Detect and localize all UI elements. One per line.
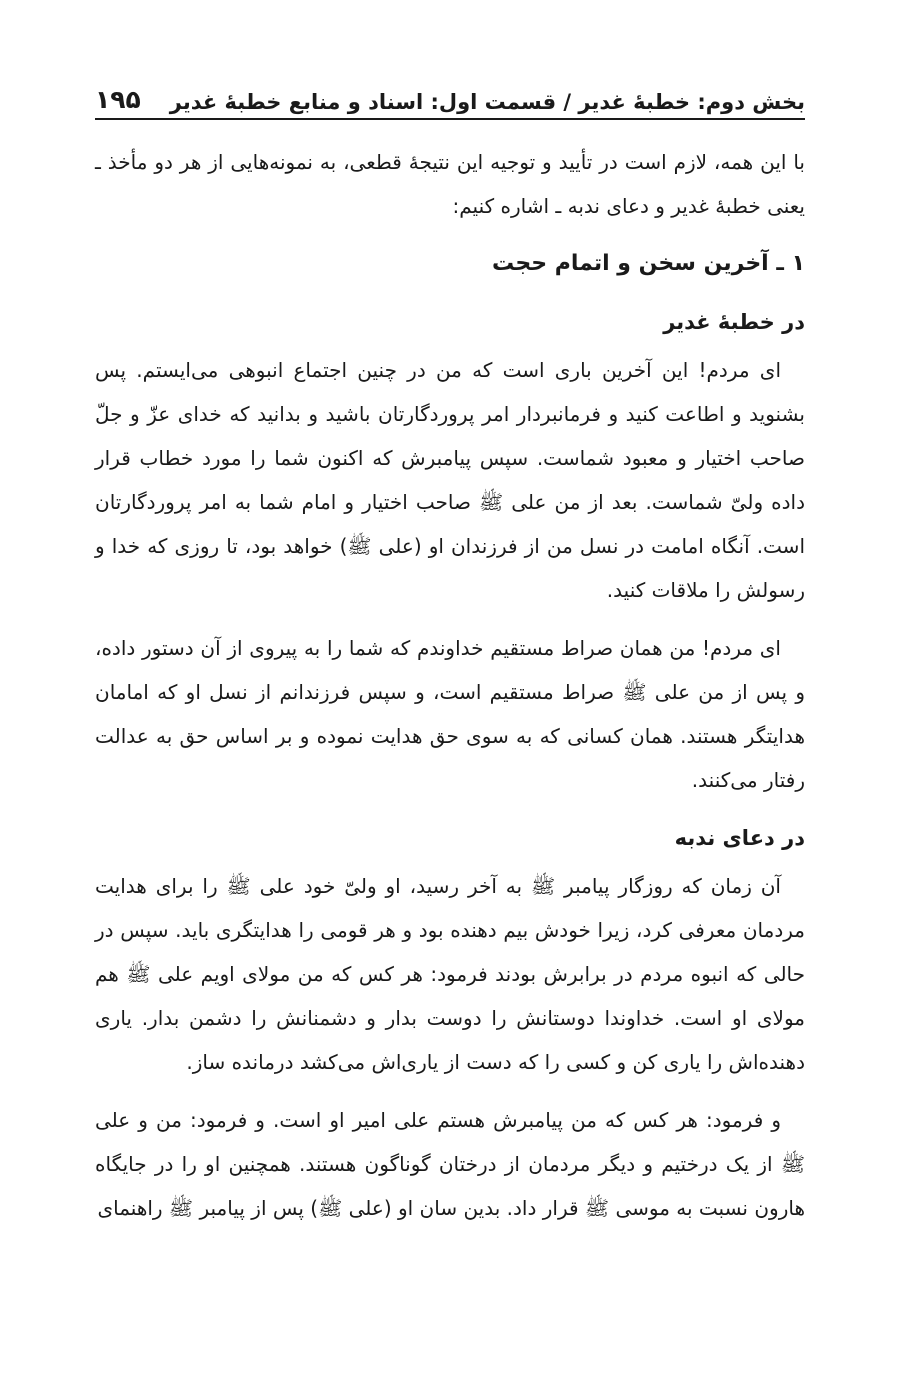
intro-paragraph: با این همه، لازم است در تأیید و توجیه این نتیجهٔ قطعی، به نمونه‌هایی از هر دو مأخذ ـ یعنی خطبهٔ غدیر و دعای ندبه ـ اشاره کنیم: [95, 150, 805, 218]
nudba-heading: در دعای ندبه [674, 826, 805, 850]
running-title: بخش دوم: خطبهٔ غدیر / قسمت اول: اسناد و منابع خطبهٔ غدیر [169, 90, 805, 114]
page-body [95, 140, 805, 1244]
ghadir-paragraph-1: ای مردم! این آخرین باری است که من در چنین اجتماع انبوهی می‌ایستم. پس بشنوید و اطاعت کنید و فرمانبردار امر پروردگارتان باشید و بدانید که خدای عزّ و جلّ صاحب اختیار و معبود شماست. سپس پیامبرش که اکنون شما را مورد خطاب قرار داده ولیّ شماست. بعد از من علی ﷺ صاحب اختیار و امام شما به امر پروردگارتان است. آنگاه امامت در نسل من از فرزندان او (علی ﷺ) خواهد بود، تا روزی که خدا و رسولش را ملاقات کنید. [95, 358, 805, 602]
page-header [95, 70, 805, 120]
section-title: ۱ ـ آخرین سخن و اتمام حجت [492, 251, 805, 276]
page-number: ۱۹۵ [95, 85, 141, 114]
ghadir-paragraph-2: ای مردم! من همان صراط مستقیم خداوندم که شما را به پیروی از آن دستور داده، و پس از من علی ﷺ صراط مستقیم است، و سپس فرزندانم از نسل او که امامان هدایتگر هستند. همان کسانی که به سوی حق هدایت نموده و بر اساس حق به عدالت رفتار می‌کنند. [95, 636, 805, 792]
ghadir-heading: در خطبهٔ غدیر [663, 310, 805, 334]
nudba-paragraph-1: آن زمان که روزگار پیامبر ﷺ به آخر رسید، او ولیّ خود علی ﷺ را برای هدایت مردمان معرفی کرد، زیرا خودش بیم دهنده بود و هر قومی را هدایتگری باید. سپس در حالی که انبوه مردم در برابرش بودند فرمود: هر کس که من مولای اویم علی ﷺ هم مولای او است. خداوندا دوستانش را دوست بدار و دشمنانش را دشمن بدار. یاری دهنده‌اش را یاری کن و کسی را که دست از یاری‌اش می‌کشد درمانده ساز. [95, 874, 805, 1074]
nudba-paragraph-2: و فرمود: هر کس که من پیامبرش هستم علی امیر او است. و فرمود: من و علی ﷺ از یک درختیم و دیگر مردمان از درختان گوناگون هستند. همچنین او را در جایگاه هارون نسبت به موسی ﷺ قرار داد. بدین سان او (علی ﷺ) پس از پیامبر ﷺ راهنمای [95, 1108, 805, 1220]
